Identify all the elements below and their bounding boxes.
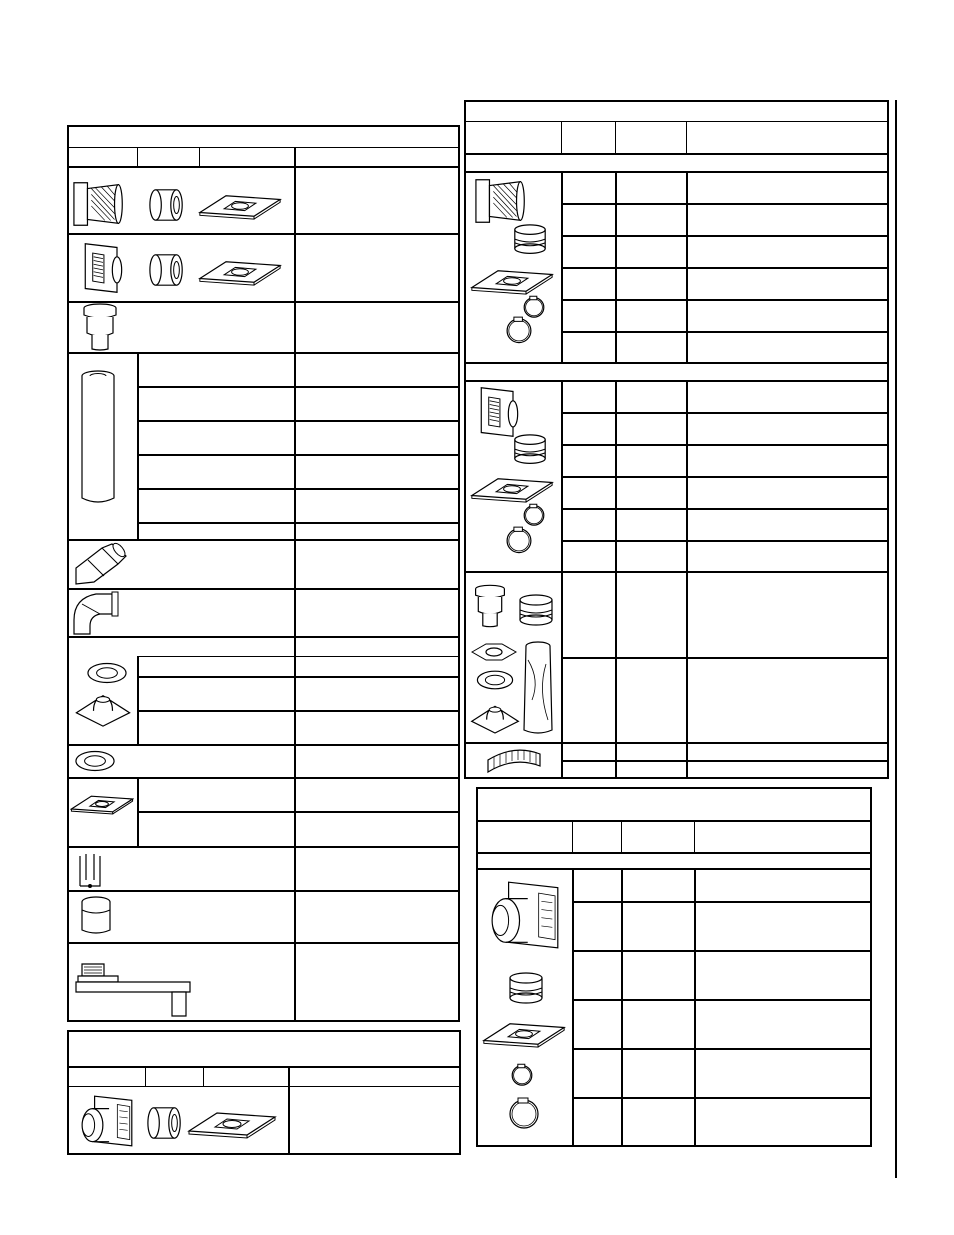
pipe-clamp-icon: [504, 1092, 544, 1132]
roof-flashing-icon: [74, 690, 132, 728]
table-c-col2-divider: [615, 121, 616, 153]
square-termination-cap-icon: [484, 870, 566, 960]
row-rule: [67, 588, 460, 590]
row-rule: [137, 811, 460, 813]
elbow-45-icon: [72, 542, 130, 586]
pipe-clamp-icon: [508, 1060, 536, 1088]
row-divider: [686, 571, 688, 779]
wall-thimble-icon: [516, 592, 556, 632]
horizontal-termination-cap-icon: [70, 175, 132, 233]
row-divider: [137, 656, 139, 744]
table-d-col3-divider: [694, 820, 695, 852]
table-d-header-rule: [476, 820, 872, 822]
row-rule: [137, 656, 460, 657]
row-rule: [561, 203, 889, 205]
wall-thimble-icon: [148, 186, 186, 224]
wall-thimble-icon: [511, 222, 549, 260]
row-rule: [561, 412, 889, 414]
row-divider: [615, 571, 617, 779]
row-divider: [561, 571, 563, 779]
horizontal-vent-assembly-icon: [74, 962, 194, 1018]
row-rule: [464, 571, 889, 573]
row-rule: [561, 235, 889, 237]
row-rule: [137, 522, 460, 524]
row-rule: [137, 420, 460, 422]
table-b-header-rule: [67, 1066, 461, 1068]
row-rule: [561, 331, 889, 333]
table-d-col1-divider: [572, 820, 573, 852]
page-margin-rule: [895, 100, 897, 1178]
row-rule: [561, 476, 889, 478]
row-rule: [137, 386, 460, 388]
row-rule: [561, 508, 889, 510]
row-rule: [67, 636, 460, 638]
pipe-clamp-icon: [502, 522, 536, 556]
row-divider: [137, 352, 139, 539]
table-b-col2-divider: [203, 1066, 204, 1086]
table-b-colheader-rule: [67, 1086, 461, 1087]
elbow-90-icon: [72, 590, 122, 636]
row-rule: [67, 539, 460, 541]
vent-adapter-icon: [80, 303, 120, 351]
row-rule: [67, 744, 460, 746]
table-b-col1-divider: [145, 1066, 146, 1086]
table-left-col1-divider: [137, 147, 138, 166]
row-rule: [67, 777, 460, 779]
wall-plate-icon: [197, 192, 283, 220]
louvered-termination-cap-icon: [78, 240, 128, 296]
table-c-col3-divider: [686, 121, 687, 153]
vent-adapter-icon: [472, 575, 508, 637]
roof-flashing-icon: [470, 700, 520, 736]
wall-thimble-icon: [148, 251, 186, 289]
strap-bracket-icon: [470, 640, 518, 664]
table-c-colheader-rule: [464, 153, 889, 155]
row-rule: [572, 950, 872, 952]
wall-plate-icon: [197, 258, 283, 286]
row-rule: [137, 676, 460, 678]
row-rule: [137, 488, 460, 490]
row-rule: [137, 710, 460, 712]
vent-restrictor-icon: [78, 894, 114, 938]
trim-collar-icon: [72, 748, 118, 774]
wall-strap-icon: [76, 850, 106, 890]
row-divider: [572, 868, 574, 1147]
row-divider: [621, 868, 623, 1147]
row-rule: [561, 540, 889, 542]
table-c-header-rule: [464, 121, 889, 122]
table-d-col2-divider: [621, 820, 622, 852]
table-c-col1-divider: [561, 121, 562, 153]
row-rule: [561, 657, 889, 659]
wall-thimble-icon: [511, 432, 549, 470]
table-left-header-rule: [67, 147, 460, 148]
table-b-desc-divider: [288, 1066, 290, 1155]
wall-thimble-icon: [146, 1104, 184, 1142]
wall-plate-icon: [482, 1018, 566, 1050]
row-rule: [137, 454, 460, 456]
table-left-col2-divider: [199, 147, 200, 166]
row-rule: [561, 299, 889, 301]
row-rule: [67, 233, 460, 235]
row-rule: [67, 301, 460, 303]
firestop-plate-icon: [70, 790, 134, 818]
ceiling-trim-collar-icon: [474, 668, 516, 692]
row-rule: [67, 352, 460, 354]
pipe-clamp-icon: [502, 312, 536, 346]
row-rule: [464, 362, 889, 364]
flexible-liner-icon: [484, 744, 544, 774]
table-d-colheader-rule: [476, 852, 872, 854]
row-rule: [572, 999, 872, 1001]
row-rule: [67, 942, 460, 944]
row-rule: [561, 760, 889, 762]
wall-thimble-icon: [506, 970, 546, 1010]
row-rule: [67, 890, 460, 892]
wall-plate-icon: [187, 1108, 277, 1140]
ceiling-trim-collar-icon: [84, 660, 130, 686]
square-termination-cap-icon: [76, 1090, 138, 1152]
row-rule: [67, 846, 460, 848]
row-rule: [561, 444, 889, 446]
table-left-colheader-rule: [67, 166, 460, 168]
row-rule: [572, 1048, 872, 1050]
row-rule: [572, 901, 872, 903]
row-rule: [561, 267, 889, 269]
row-rule: [572, 1097, 872, 1099]
storm-collar-cap-icon: [520, 640, 556, 736]
row-rule: [464, 380, 889, 382]
vent-pipe-section-icon: [78, 368, 118, 508]
row-divider: [694, 868, 696, 1147]
